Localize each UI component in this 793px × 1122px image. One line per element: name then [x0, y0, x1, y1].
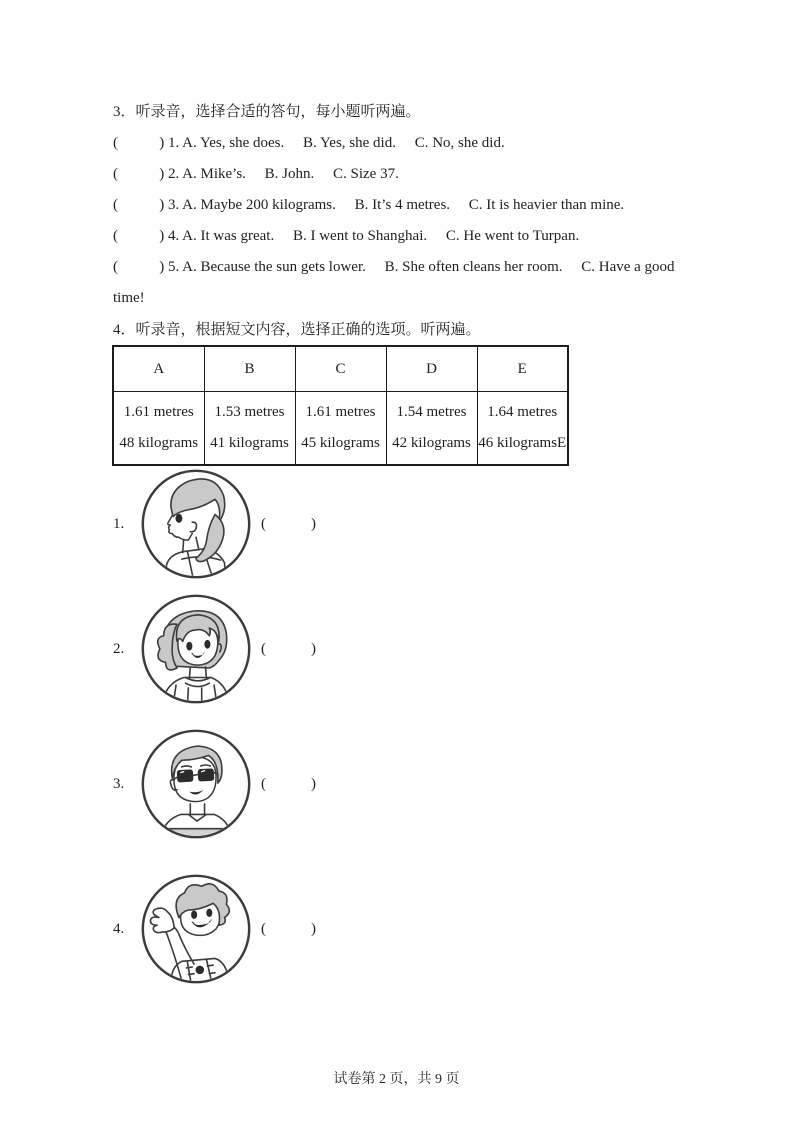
girl-side-profile-image	[139, 467, 253, 581]
question3-option-line-5: ( ) 5. A. Because the sun gets lower. B. She often cleans her room. C. Have a good	[113, 259, 675, 275]
picture-2-answer-blank: ( )	[261, 640, 316, 657]
question3-option-line-3: ( ) 3. A. Maybe 200 kilograms. B. It’s 4 metres. C. It is heavier than mine.	[113, 197, 625, 213]
table-header-c: C	[295, 346, 386, 392]
cell-b-weight: 41 kilograms	[210, 435, 289, 451]
cell-d-weight: 42 kilograms	[392, 435, 471, 451]
question3-option-line-5-wrap: time!	[113, 290, 145, 306]
cell-b-height: 1.53 metres	[214, 404, 285, 420]
cell-e-height: 1.64 metres	[487, 404, 558, 420]
picture-4-answer-blank: ( )	[261, 920, 316, 937]
boy-waving-image	[139, 872, 253, 986]
question4-title: 4．听录音，根据短文内容，选择正确的选项。听两遍。	[113, 322, 481, 338]
question3-option-line-1: ( ) 1. A. Yes, she does. B. Yes, she did. C. No, she did.	[113, 135, 505, 151]
picture-item-2	[113, 592, 316, 706]
table-cell-e	[477, 392, 568, 466]
cell-e-weight: 46 kilogramsE	[478, 435, 567, 451]
girl-front-smiling-image	[139, 592, 253, 706]
boy-glasses-image	[139, 727, 253, 841]
cell-d-height: 1.54 metres	[396, 404, 467, 420]
picture-item-3	[113, 727, 316, 841]
table-cell-d	[386, 392, 477, 466]
table-header-b: B	[204, 346, 295, 392]
table-data-row	[113, 392, 568, 466]
cell-c-weight: 45 kilograms	[301, 435, 380, 451]
page-footer: 试卷第 2 页，共 9 页	[333, 1072, 460, 1087]
table-cell-b	[204, 392, 295, 466]
table-header-row	[113, 346, 568, 392]
picture-2-number: 2.	[113, 640, 125, 657]
table-cell-c	[295, 392, 386, 466]
picture-3-answer-blank: ( )	[261, 775, 316, 792]
cell-a-weight: 48 kilograms	[119, 435, 199, 451]
table-header-a: A	[113, 346, 204, 392]
picture-1-number: 1.	[113, 515, 125, 532]
table-header-d: D	[386, 346, 477, 392]
cell-c-height: 1.61 metres	[305, 404, 376, 420]
question3-option-line-4: ( ) 4. A. It was great. B. I went to Shanghai. C. He went to Turpan.	[113, 228, 580, 244]
table-header-e: E	[477, 346, 568, 392]
picture-item-1	[113, 467, 316, 581]
picture-1-answer-blank: ( )	[261, 515, 316, 532]
table-cell-a	[113, 392, 204, 466]
question3-title: 3．听录音，选择合适的答句，每小题听两遍。	[113, 104, 421, 120]
picture-3-number: 3.	[113, 775, 125, 792]
cell-a-height: 1.61 metres	[123, 404, 194, 420]
picture-4-number: 4.	[113, 920, 125, 937]
picture-item-4	[113, 872, 316, 986]
height-weight-table	[112, 345, 569, 466]
question3-option-line-2: ( ) 2. A. Mike’s. B. John. C. Size 37.	[113, 166, 399, 182]
